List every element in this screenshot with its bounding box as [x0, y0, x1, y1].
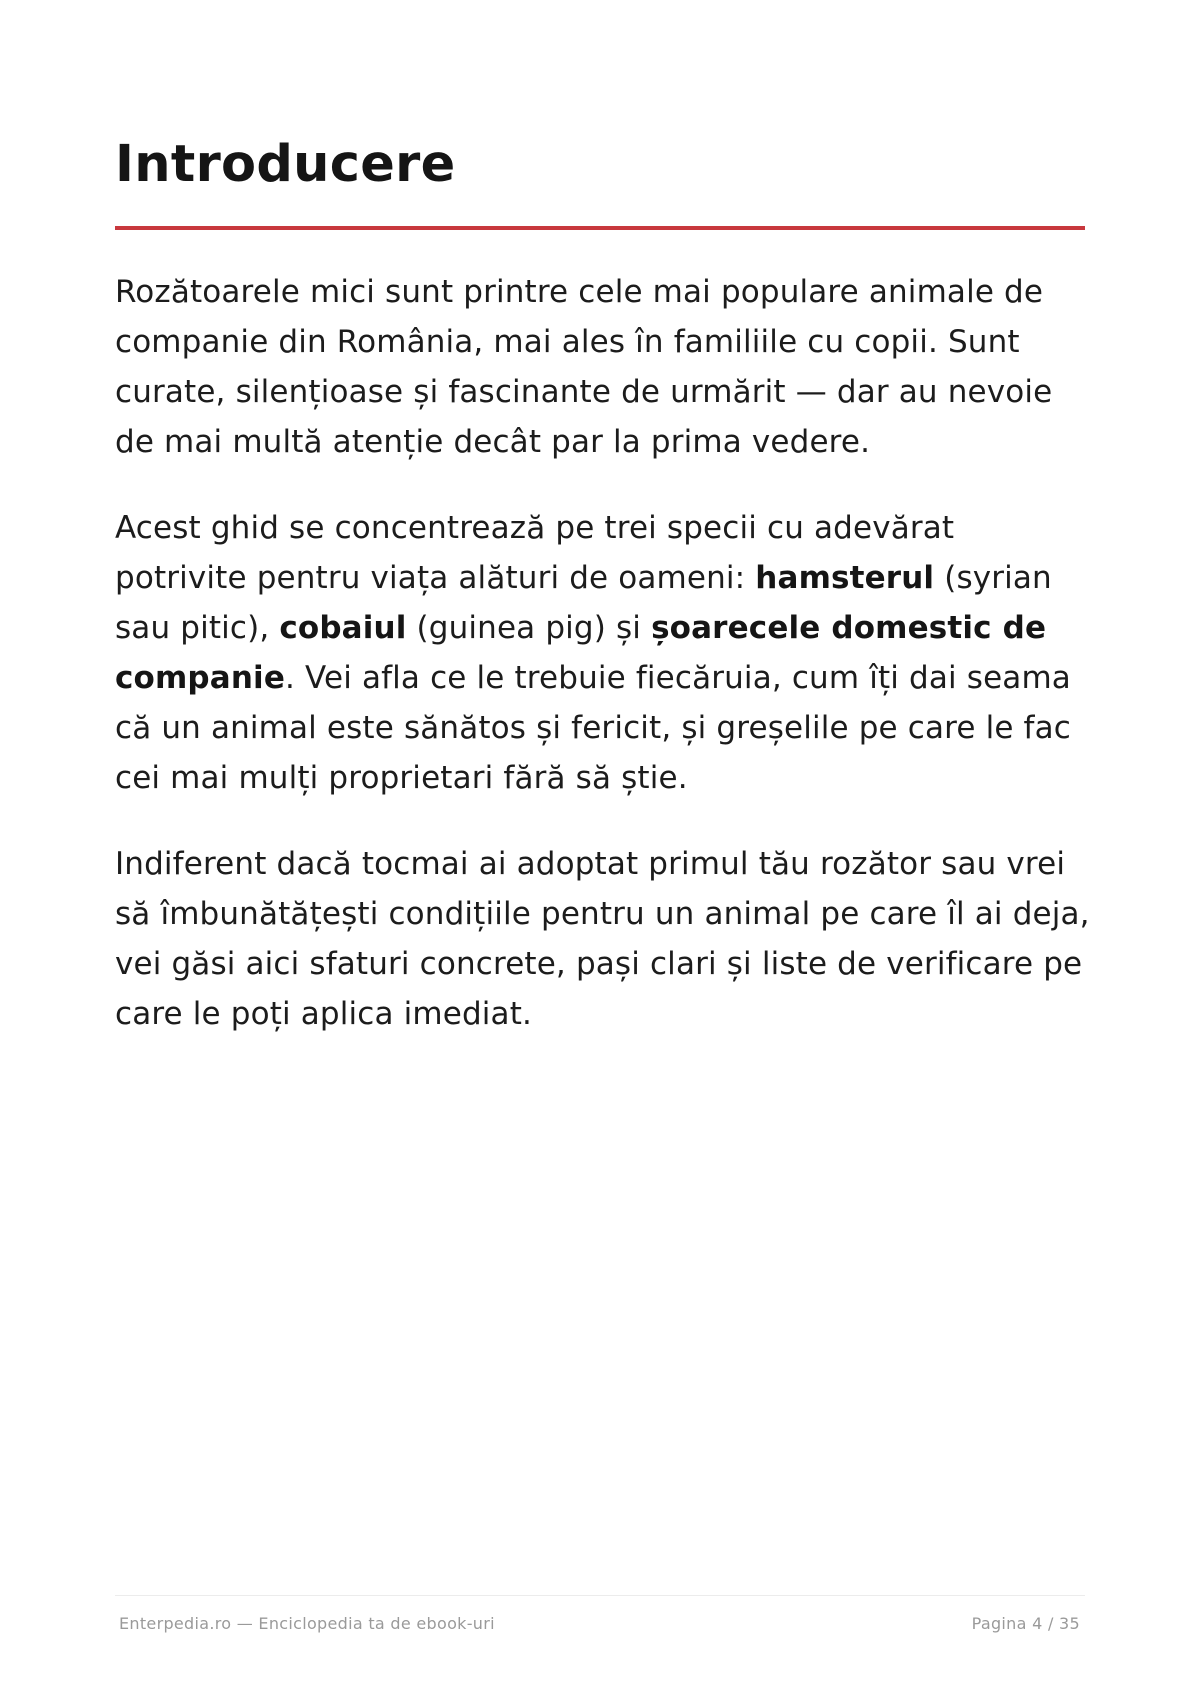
paragraph-text: (guinea pig) și [406, 610, 652, 646]
bold-term-mouse: șoarecele domestic de companie [115, 610, 1047, 696]
footer-site-name: Enterpedia.ro — Enciclopedia ta de ebook-uri [119, 1614, 495, 1633]
paragraph-text: Acest ghid se concentrează pe trei specii cu adevărat potrivite pentru viața alături de oameni: [115, 510, 955, 596]
footer-page-number: Pagina 4 / 35 [971, 1614, 1080, 1633]
intro-paragraph-1: Rozătoarele mici sunt printre cele mai populare animale de companie din România, mai ales în familiile cu copii. Sunt curate, silențioase și fascinante de urmărit — dar au nevoie de mai multă atenție decât par la prima vedere. [115, 274, 1053, 460]
paragraph-text: (syrian sau pitic), [115, 560, 1052, 646]
page-title: Introducere [115, 135, 456, 194]
bold-term-hamster: hamsterul [755, 560, 935, 596]
title-divider [115, 226, 1085, 230]
footer-divider [115, 1595, 1085, 1596]
bold-term-guinea-pig: cobaiul [279, 610, 407, 646]
paragraph-text: . Vei afla ce le trebuie fiecăruia, cum îți dai seama că un animal este sănătos și fericit, și greșelile pe care le fac cei mai mulți proprietari fără să știe. [115, 660, 1071, 796]
intro-paragraph-3: Indiferent dacă tocmai ai adoptat primul tău rozător sau vrei să îmbunătățești condițiile pentru un animal pe care îl ai deja, vei găsi aici sfaturi concrete, pași clari și liste de verificare pe care le poți aplica imediat. [115, 846, 1090, 1032]
intro-paragraph-2 [115, 503, 1090, 803]
document-page [115, 0, 1090, 1683]
body-content [115, 267, 1090, 1075]
